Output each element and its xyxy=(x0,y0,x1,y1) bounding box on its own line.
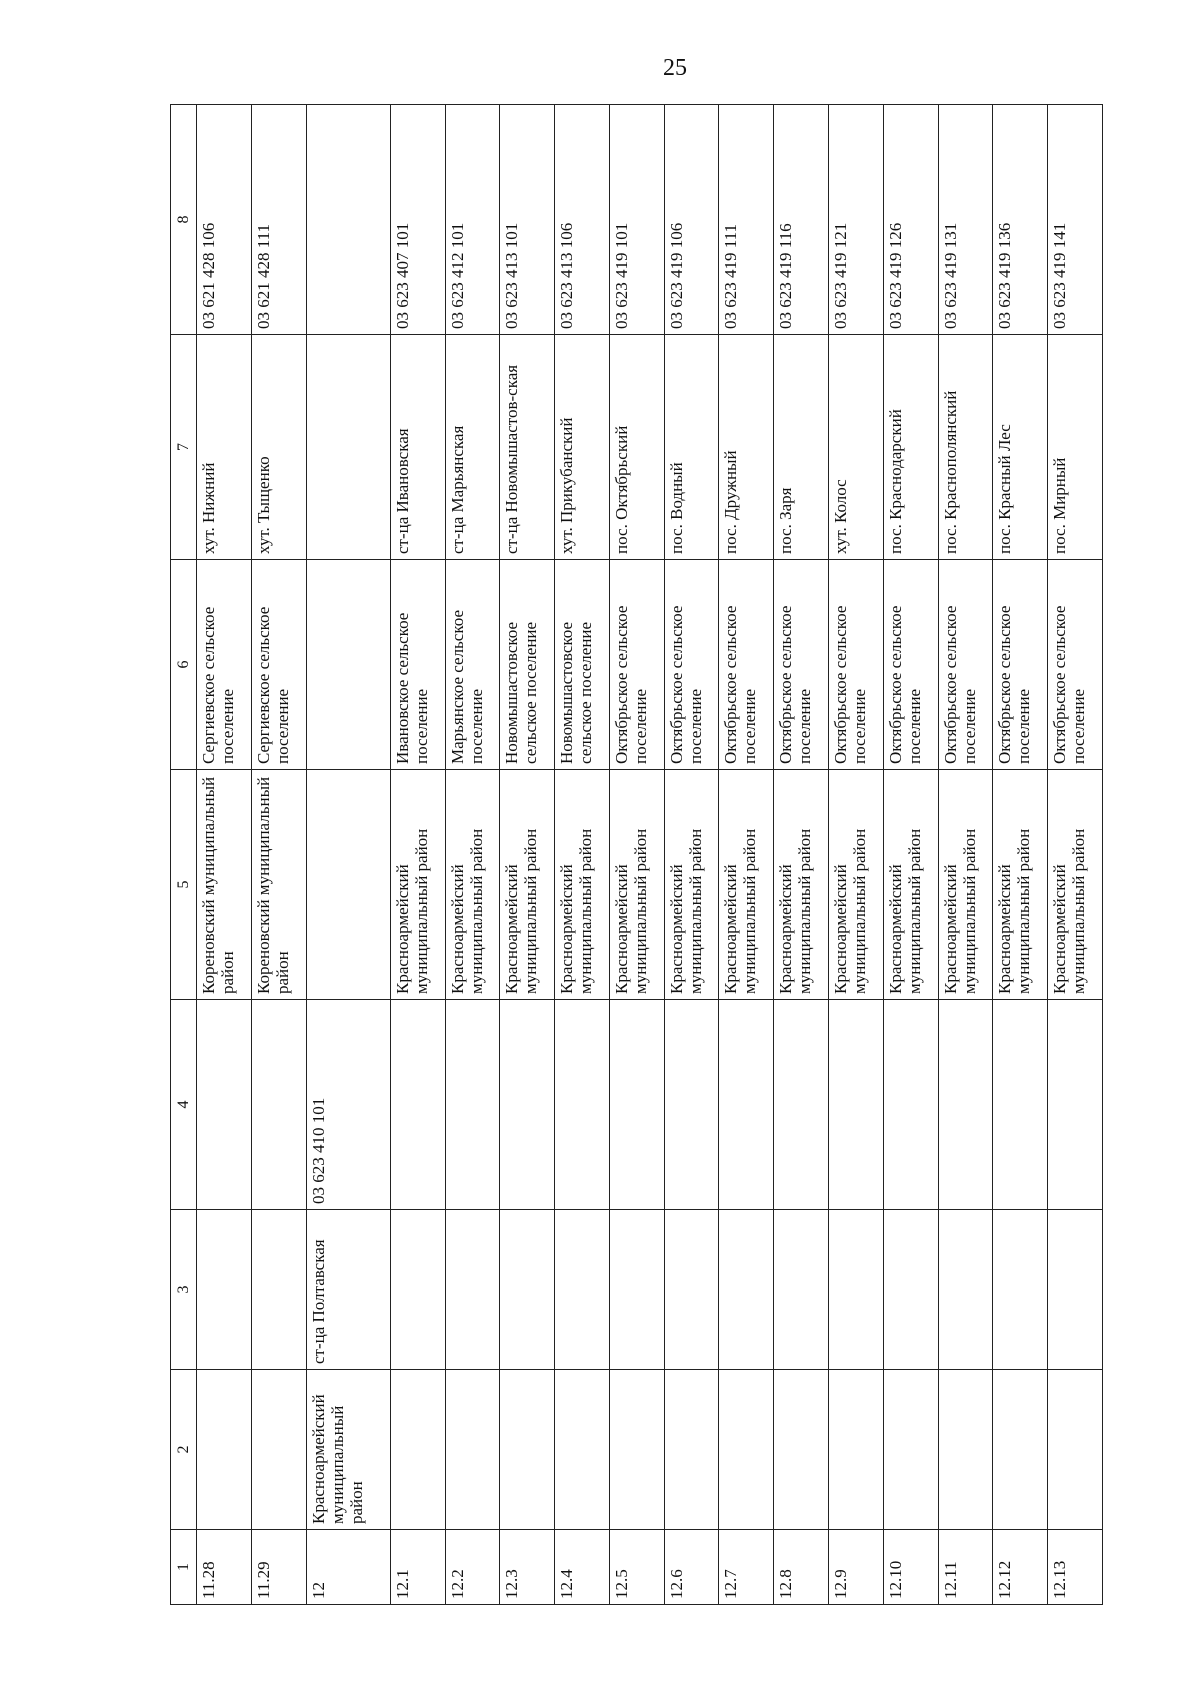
table-row xyxy=(664,105,719,1605)
table-cell-c5: Красноармейский муниципальный район xyxy=(555,770,610,1000)
table-cell-c2: Красноармейский муниципальный район xyxy=(306,1370,390,1530)
table-cell-c7: пос. Водный xyxy=(664,335,719,560)
table-row xyxy=(938,105,993,1605)
table-cell-c1: 12.11 xyxy=(938,1530,993,1605)
table-cell-c8: 03 623 407 101 xyxy=(390,105,445,335)
table-cell-c4: 03 623 410 101 xyxy=(306,1000,390,1210)
table-cell-c6: Октябрьское сельское поселение xyxy=(774,560,829,770)
table-cell-c7: пос. Краснодарский xyxy=(883,335,938,560)
table-cell-c8 xyxy=(306,105,390,335)
table-cell-c5: Красноармейский муниципальный район xyxy=(993,770,1048,1000)
table-cell-c3 xyxy=(500,1210,555,1370)
table-cell-c3 xyxy=(774,1210,829,1370)
table-cell-c7: пос. Дружный xyxy=(719,335,774,560)
table-row xyxy=(555,105,610,1605)
table-cell-c6: Октябрьское сельское поселение xyxy=(609,560,664,770)
table-row xyxy=(774,105,829,1605)
table-cell-c4 xyxy=(390,1000,445,1210)
table-cell-c1: 11.29 xyxy=(251,1530,306,1605)
table-cell-c2 xyxy=(1048,1370,1103,1530)
table-row xyxy=(390,105,445,1605)
table-cell-c7: хут. Нижний xyxy=(197,335,252,560)
table-cell-c4 xyxy=(664,1000,719,1210)
table-cell-c3: ст-ца Полтавская xyxy=(306,1210,390,1370)
table-cell-c1: 12.8 xyxy=(774,1530,829,1605)
table-cell-c3 xyxy=(883,1210,938,1370)
table-cell-c7: пос. Красный Лес xyxy=(993,335,1048,560)
table-cell-c3 xyxy=(197,1210,252,1370)
table-cell-c2 xyxy=(829,1370,884,1530)
table-cell-c3 xyxy=(938,1210,993,1370)
table-cell-c6: Новомышастовское сельское поселение xyxy=(500,560,555,770)
table-cell-c3 xyxy=(555,1210,610,1370)
table-cell-c2 xyxy=(251,1370,306,1530)
header-cell: 3 xyxy=(171,1210,197,1370)
table-row xyxy=(197,105,252,1605)
table-cell-c4 xyxy=(555,1000,610,1210)
table-cell-c4 xyxy=(445,1000,500,1210)
table-cell-c6: Октябрьское сельское поселение xyxy=(1048,560,1103,770)
table-cell-c3 xyxy=(829,1210,884,1370)
table-cell-c5: Красноармейский муниципальный район xyxy=(664,770,719,1000)
table-cell-c8: 03 623 419 106 xyxy=(664,105,719,335)
table-cell-c6: Ивановское сельское поселение xyxy=(390,560,445,770)
table-cell-c5: Красноармейский муниципальный район xyxy=(938,770,993,1000)
table-cell-c8: 03 623 419 136 xyxy=(993,105,1048,335)
table-cell-c1: 12.9 xyxy=(829,1530,884,1605)
table-cell-c4 xyxy=(993,1000,1048,1210)
table-cell-c5: Красноармейский муниципальный район xyxy=(500,770,555,1000)
table-cell-c6 xyxy=(306,560,390,770)
table-cell-c7: ст-ца Новомышастов-ская xyxy=(500,335,555,560)
table-cell-c8: 03 623 413 101 xyxy=(500,105,555,335)
table-row xyxy=(719,105,774,1605)
table-row xyxy=(306,105,390,1605)
table-cell-c3 xyxy=(445,1210,500,1370)
header-cell: 4 xyxy=(171,1000,197,1210)
table-cell-c8: 03 623 419 101 xyxy=(609,105,664,335)
table-cell-c1: 12.1 xyxy=(390,1530,445,1605)
table-cell-c3 xyxy=(1048,1210,1103,1370)
table-cell-c6: Октябрьское сельское поселение xyxy=(664,560,719,770)
table-cell-c8: 03 623 419 111 xyxy=(719,105,774,335)
table-row xyxy=(609,105,664,1605)
table-cell-c5: Кореновский муниципальный район xyxy=(197,770,252,1000)
table-cell-c2 xyxy=(883,1370,938,1530)
table-cell-c8: 03 623 419 131 xyxy=(938,105,993,335)
table-cell-c4 xyxy=(1048,1000,1103,1210)
table-cell-c1: 11.28 xyxy=(197,1530,252,1605)
table-cell-c2 xyxy=(555,1370,610,1530)
table-row xyxy=(993,105,1048,1605)
table-cell-c2 xyxy=(609,1370,664,1530)
table-cell-c7: ст-ца Ивановская xyxy=(390,335,445,560)
header-cell: 1 xyxy=(171,1530,197,1605)
table-cell-c2 xyxy=(774,1370,829,1530)
table-cell-c1: 12.2 xyxy=(445,1530,500,1605)
table-cell-c2 xyxy=(197,1370,252,1530)
table-cell-c7: хут. Прикубанский xyxy=(555,335,610,560)
table-cell-c6: Октябрьское сельское поселение xyxy=(719,560,774,770)
table-cell-c6: Октябрьское сельское поселение xyxy=(829,560,884,770)
table-row xyxy=(1048,105,1103,1605)
table-cell-c5 xyxy=(306,770,390,1000)
rotated-table-wrapper xyxy=(170,105,1103,1605)
table-cell-c8: 03 623 412 101 xyxy=(445,105,500,335)
table-cell-c7: пос. Краснополянский xyxy=(938,335,993,560)
table-cell-c4 xyxy=(719,1000,774,1210)
table-cell-c3 xyxy=(993,1210,1048,1370)
table-cell-c2 xyxy=(938,1370,993,1530)
table-cell-c4 xyxy=(609,1000,664,1210)
table-cell-c5: Красноармейский муниципальный район xyxy=(883,770,938,1000)
table-cell-c6: Сергиевское сельское поселение xyxy=(251,560,306,770)
table-cell-c2 xyxy=(664,1370,719,1530)
table-cell-c1: 12.3 xyxy=(500,1530,555,1605)
table-cell-c7 xyxy=(306,335,390,560)
table-cell-c8: 03 623 413 106 xyxy=(555,105,610,335)
table-cell-c3 xyxy=(609,1210,664,1370)
table-cell-c4 xyxy=(883,1000,938,1210)
table-cell-c1: 12 xyxy=(306,1530,390,1605)
table-cell-c6: Новомышастовское сельское поселение xyxy=(555,560,610,770)
table-cell-c4 xyxy=(829,1000,884,1210)
table-cell-c4 xyxy=(938,1000,993,1210)
table-cell-c8: 03 623 419 121 xyxy=(829,105,884,335)
table-cell-c3 xyxy=(390,1210,445,1370)
table-cell-c5: Красноармейский муниципальный район xyxy=(445,770,500,1000)
table-cell-c3 xyxy=(251,1210,306,1370)
table-row xyxy=(829,105,884,1605)
table-cell-c7: пос. Заря xyxy=(774,335,829,560)
table-cell-c7: хут. Колос xyxy=(829,335,884,560)
table-cell-c6: Октябрьское сельское поселение xyxy=(993,560,1048,770)
table-cell-c8: 03 623 419 116 xyxy=(774,105,829,335)
table-cell-c6: Сергиевское сельское поселение xyxy=(197,560,252,770)
table-cell-c1: 12.6 xyxy=(664,1530,719,1605)
table-cell-c5: Красноармейский муниципальный район xyxy=(390,770,445,1000)
table-cell-c1: 12.4 xyxy=(555,1530,610,1605)
table-row xyxy=(883,105,938,1605)
table-cell-c5: Красноармейский муниципальный район xyxy=(774,770,829,1000)
table-cell-c8: 03 621 428 111 xyxy=(251,105,306,335)
table-cell-c4 xyxy=(197,1000,252,1210)
header-cell: 8 xyxy=(171,105,197,335)
table-cell-c2 xyxy=(390,1370,445,1530)
table-cell-c4 xyxy=(500,1000,555,1210)
table-cell-c7: пос. Мирный xyxy=(1048,335,1103,560)
table-cell-c2 xyxy=(993,1370,1048,1530)
header-cell: 2 xyxy=(171,1370,197,1530)
page-number: 25 xyxy=(663,55,687,81)
table-cell-c7: ст-ца Марьянская xyxy=(445,335,500,560)
table-cell-c1: 12.7 xyxy=(719,1530,774,1605)
table-cell-c8: 03 623 419 126 xyxy=(883,105,938,335)
table-row xyxy=(251,105,306,1605)
table-cell-c1: 12.10 xyxy=(883,1530,938,1605)
table-cell-c7: хут. Тыщенко xyxy=(251,335,306,560)
table-cell-c1: 12.12 xyxy=(993,1530,1048,1605)
table-cell-c1: 12.5 xyxy=(609,1530,664,1605)
table-cell-c5: Красноармейский муниципальный район xyxy=(829,770,884,1000)
table-cell-c8: 03 621 428 106 xyxy=(197,105,252,335)
table-cell-c6: Октябрьское сельское поселение xyxy=(883,560,938,770)
table-cell-c5: Красноармейский муниципальный район xyxy=(609,770,664,1000)
table-cell-c3 xyxy=(664,1210,719,1370)
table-row xyxy=(500,105,555,1605)
table-cell-c2 xyxy=(719,1370,774,1530)
table-cell-c2 xyxy=(500,1370,555,1530)
header-cell: 7 xyxy=(171,335,197,560)
table-body xyxy=(197,105,1103,1605)
table-cell-c7: пос. Октябрьский xyxy=(609,335,664,560)
table-cell-c6: Октябрьское сельское поселение xyxy=(938,560,993,770)
table-cell-c4 xyxy=(774,1000,829,1210)
table-cell-c4 xyxy=(251,1000,306,1210)
header-row xyxy=(171,105,197,1605)
header-cell: 5 xyxy=(171,770,197,1000)
table-cell-c5: Красноармейский муниципальный район xyxy=(1048,770,1103,1000)
table-cell-c8: 03 623 419 141 xyxy=(1048,105,1103,335)
table-cell-c6: Марьянское сельское поселение xyxy=(445,560,500,770)
table-cell-c5: Кореновский муниципальный район xyxy=(251,770,306,1000)
table-cell-c3 xyxy=(719,1210,774,1370)
table-row xyxy=(445,105,500,1605)
table-cell-c1: 12.13 xyxy=(1048,1530,1103,1605)
table-cell-c5: Красноармейский муниципальный район xyxy=(719,770,774,1000)
settlements-table xyxy=(170,104,1103,1605)
header-cell: 6 xyxy=(171,560,197,770)
table-cell-c2 xyxy=(445,1370,500,1530)
